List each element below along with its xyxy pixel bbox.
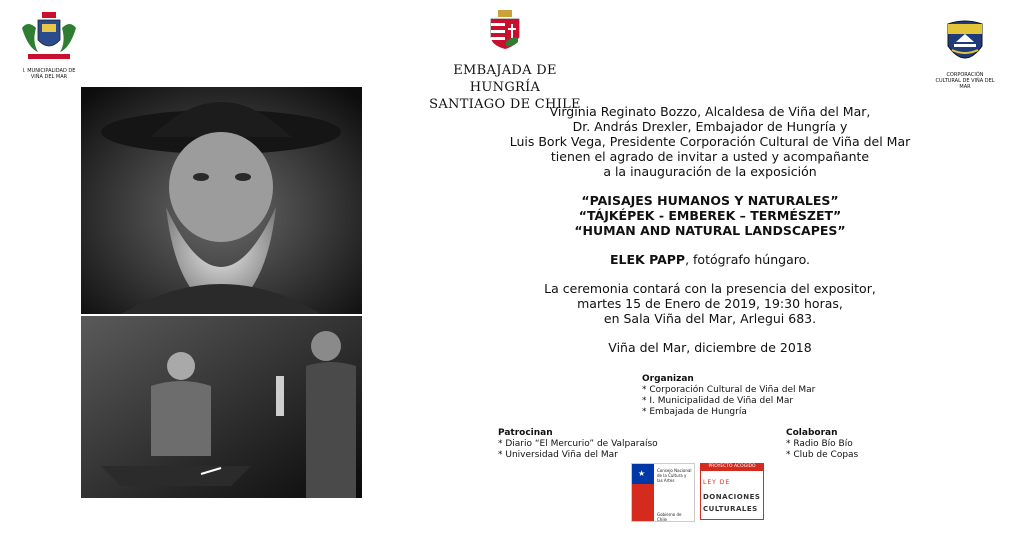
- exhibition-title-en: “HUMAN AND NATURAL LANDSCAPES”: [574, 223, 846, 238]
- artist-name: ELEK PAPP: [609, 252, 686, 267]
- donaciones-label: DONACIONES: [703, 493, 761, 501]
- host-line-5: a la inauguración de la exposición: [603, 164, 817, 179]
- colaboran-item: * Radio Bío Bío: [786, 439, 853, 449]
- colaboran-section: [786, 428, 906, 461]
- ceremony-line-1: La ceremonia contará con la presencia del expositor,: [544, 281, 876, 296]
- star-icon: ★: [638, 469, 646, 478]
- patrocinan-item: * Diario “El Mercurio” de Valparaíso: [498, 439, 658, 449]
- hungary-coat-of-arms-icon: [487, 10, 523, 58]
- exhibition-title-hu: “TÁJKÉPEK - EMBEREK – TERMÉSZET”: [578, 208, 842, 223]
- organizan-item: * Corporación Cultural de Viña del Mar: [642, 385, 816, 395]
- colaboran-item: * Club de Copas: [786, 450, 859, 460]
- organizan-item: * Embajada de Hungría: [642, 407, 747, 417]
- place-date: Viña del Mar, diciembre de 2018: [608, 340, 812, 355]
- consejo-text: Consejo Nacional de la Cultura y las Artes: [657, 468, 692, 483]
- corporacion-caption: CORPORACIÓN CULTURAL DE VIÑA DEL MAR: [935, 72, 995, 90]
- municipal-crest-icon: [18, 10, 80, 64]
- blacksmith-photo: [81, 316, 362, 498]
- organizan-section: [642, 374, 862, 418]
- host-line-1: Virginia Reginato Bozzo, Alcaldesa de Viña del Mar,: [549, 104, 871, 119]
- ceremony-line-3: en Sala Viña del Mar, Arlegui 683.: [603, 311, 817, 326]
- consejo-cultura-logo: [631, 463, 695, 522]
- organizan-item: * I. Municipalidad de Viña del Mar: [642, 396, 794, 406]
- host-line-2: Dr. András Drexler, Embajador de Hungría y: [572, 119, 848, 134]
- host-line-3: Luis Bork Vega, Presidente Corporación Cultural de Viña del Mar: [509, 134, 911, 149]
- corporacion-shield-icon: [934, 20, 996, 68]
- ley-de-label: LEY DE: [703, 479, 731, 486]
- embassy-header: [420, 10, 590, 113]
- artist-description: , fotógrafo húngaro.: [685, 252, 811, 267]
- embassy-name: EMBAJADA DE HUNGRÍA: [453, 63, 557, 95]
- host-line-4: tienen el agrado de invitar a usted y acompañante: [550, 149, 870, 164]
- municipal-crest-caption: I. MUNICIPALIDAD DE VIÑA DEL MAR: [22, 68, 76, 80]
- patrocinan-item: * Universidad Viña del Mar: [498, 450, 618, 460]
- colaboran-heading: Colaboran: [786, 428, 838, 438]
- organizan-heading: Organizan: [642, 374, 694, 384]
- corporacion-cultural-logo: [934, 20, 996, 90]
- portrait-photo: [81, 87, 362, 314]
- blacksmiths-image: [81, 316, 362, 498]
- exhibition-title-es: “PAISAJES HUMANOS Y NATURALES”: [581, 193, 839, 208]
- municipal-crest-logo: [18, 10, 80, 80]
- gobierno-text: Gobierno de Chile: [657, 512, 682, 522]
- artist-line: [470, 252, 950, 267]
- patrocinan-section: [498, 428, 698, 461]
- culturales-label: CULTURALES: [703, 505, 758, 513]
- ceremony-line-2: martes 15 de Enero de 2019, 19:30 horas,: [577, 296, 843, 311]
- patrocinan-heading: Patrocinan: [498, 428, 553, 438]
- proyecto-acogido-label: PROYECTO ACOGIDO: [700, 463, 764, 471]
- old-man-portrait-image: [81, 87, 362, 314]
- invitation-block: [470, 104, 950, 355]
- ley-donaciones-logo: [700, 463, 764, 520]
- embassy-city: SANTIAGO DE CHILE: [429, 97, 581, 112]
